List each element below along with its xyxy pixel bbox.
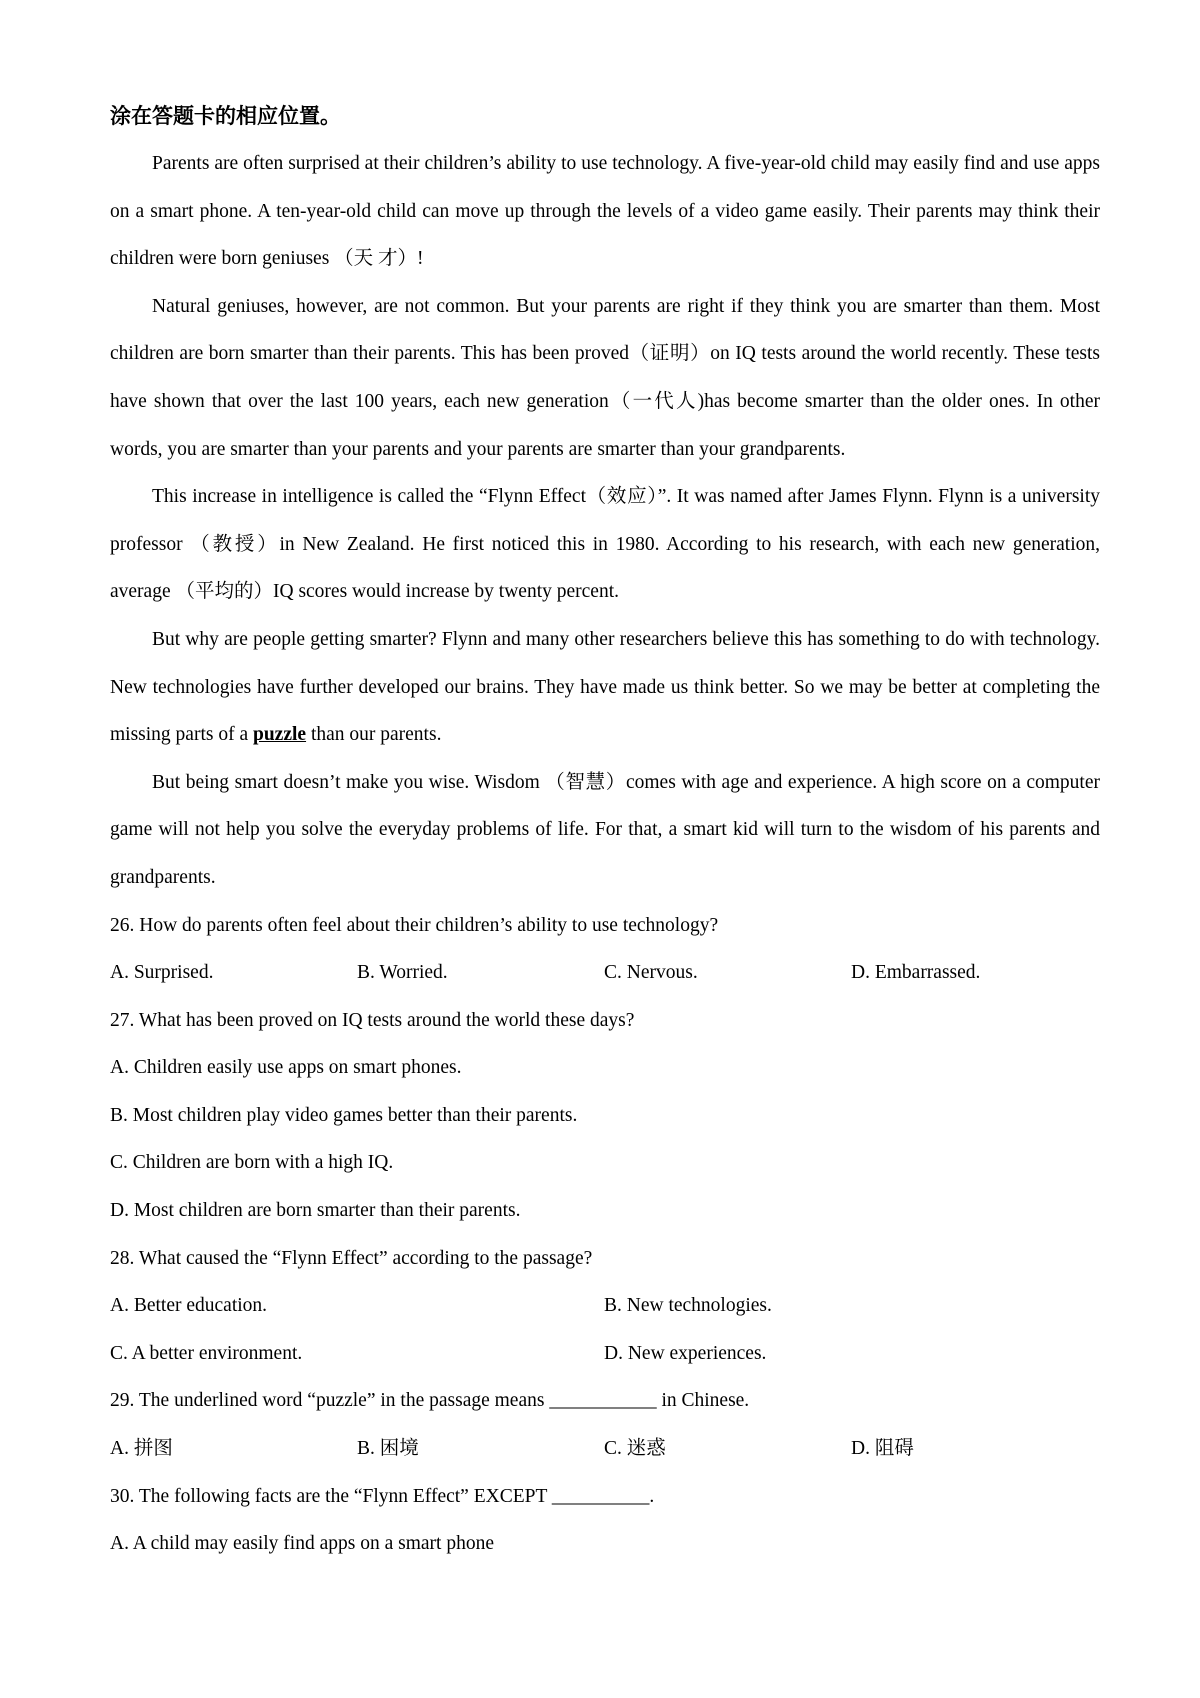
question-27: [110, 997, 1100, 1235]
question-28-option-c: C. A better environment.: [110, 1342, 303, 1364]
question-26-options: [110, 949, 1100, 997]
question-28-stem: 28. What caused the “Flynn Effect” according to the passage?: [110, 1247, 593, 1269]
question-28-options-row-2: [110, 1330, 1100, 1378]
underlined-word-puzzle: puzzle: [252, 724, 307, 746]
question-28-option-a: A. Better education.: [110, 1295, 268, 1317]
question-27-option-d: D. Most children are born smarter than their parents.: [110, 1200, 521, 1222]
question-29-option-c: C. 迷惑: [604, 1438, 666, 1460]
question-29-option-b: B. 困境: [357, 1438, 419, 1460]
question-29-option-d: D. 阻碍: [851, 1438, 914, 1460]
question-26-option-c: C. Nervous.: [604, 962, 698, 984]
question-28: [110, 1235, 1100, 1378]
question-30: [110, 1473, 1100, 1568]
question-30-stem: 30. The following facts are the “Flynn Effect” EXCEPT __________.: [110, 1485, 655, 1507]
question-29-options: [110, 1425, 1100, 1473]
question-29: [110, 1377, 1100, 1472]
question-26-option-a: A. Surprised.: [110, 962, 214, 984]
question-29-option-a: A. 拼图: [110, 1438, 173, 1460]
reading-passage: [110, 140, 1100, 902]
passage-paragraph-1: Parents are often surprised at their children’s ability to use technology. A five-year-old child may easily find and use apps on a smart phone. A ten-year-old child can move up through the levels of a video game easily. Their parents may think their children were born geniuses （天 才）!: [110, 153, 1100, 270]
question-29-stem: 29. The underlined word “puzzle” in the passage means ___________ in Chinese.: [110, 1390, 750, 1412]
question-26-stem: 26. How do parents often feel about their children’s ability to use technology?: [110, 914, 719, 936]
passage-paragraph-4-text-after: than our parents.: [306, 724, 442, 746]
passage-paragraph-2: Natural geniuses, however, are not common. But your parents are right if they think you are smarter than them. Most children are born smarter than their parents. This has been proved（证明）on IQ tests around the world recently. These tests have shown that over the last 100 years, each new generation（一代人)has become smarter than the older ones. In other words, you are smarter than your parents and your parents are smarter than your grandparents.: [110, 295, 1100, 460]
question-26: [110, 902, 1100, 997]
passage-paragraph-3: This increase in intelligence is called the “Flynn Effect（效应）”. It was named after James Flynn. Flynn is a university professor （教授）in New Zealand. He first noticed this in 1980. According to his research, with each new generation, average （平均的）IQ scores would increase by twenty percent.: [110, 486, 1100, 603]
question-27-option-c: C. Children are born with a high IQ.: [110, 1152, 394, 1174]
question-30-option-a: A. A child may easily find apps on a smart phone: [110, 1533, 494, 1555]
question-27-option-b: B. Most children play video games better than their parents.: [110, 1104, 578, 1126]
question-26-option-d: D. Embarrassed.: [851, 962, 981, 984]
passage-paragraph-4: [110, 616, 1100, 759]
passage-paragraph-5: But being smart doesn’t make you wise. Wisdom （智慧）comes with age and experience. A high score on a computer game will not help you solve the everyday problems of life. For that, a smart kid will turn to the wisdom of his parents and grandparents.: [110, 771, 1100, 888]
exam-page: [110, 92, 1100, 1568]
question-27-option-a: A. Children easily use apps on smart phones.: [110, 1057, 462, 1079]
question-26-option-b: B. Worried.: [357, 962, 448, 984]
question-28-option-b: B. New technologies.: [604, 1295, 772, 1317]
question-28-option-d: D. New experiences.: [604, 1342, 767, 1364]
question-28-options-row-1: [110, 1282, 1100, 1330]
question-27-stem: 27. What has been proved on IQ tests around the world these days?: [110, 1009, 635, 1031]
passage-paragraph-4-text-before: But why are people getting smarter? Flynn and many other researchers believe this has something to do with technology. New technologies have further developed our brains. They have made us think better. So we may be better at completing the missing parts of a: [110, 628, 1100, 746]
section-instruction: 涂在答题卡的相应位置。: [110, 104, 341, 128]
